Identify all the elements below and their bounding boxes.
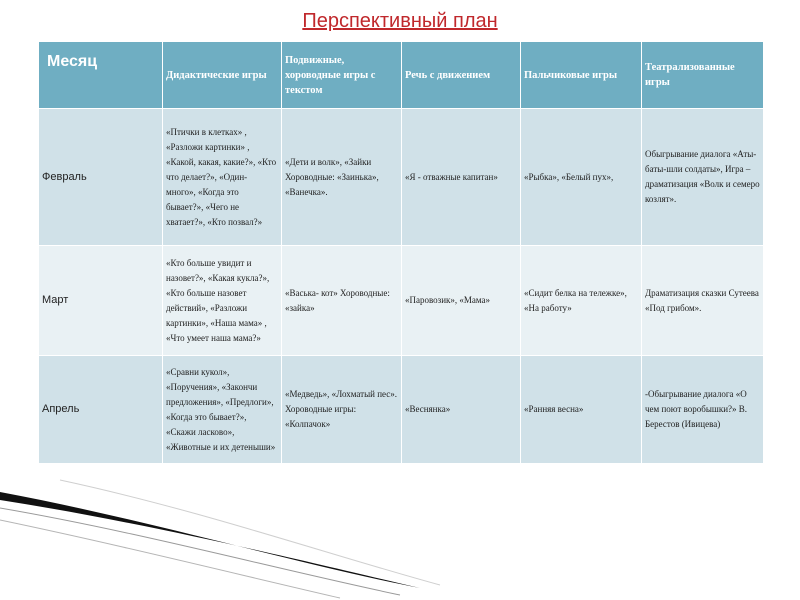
table-row	[39, 246, 764, 356]
cell-finger: «Рыбка», «Белый пух»,	[521, 109, 642, 246]
cell-finger: «Сидит белка на тележке», «На работу»	[521, 246, 642, 356]
table-row	[39, 109, 764, 246]
page-title	[0, 10, 800, 33]
swoosh-line-1	[0, 508, 400, 595]
cell-speech: «Я - отважные капитан»	[402, 109, 521, 246]
header-mobile: Подвижные, хороводные игры с текстом	[282, 42, 402, 109]
table-row	[39, 356, 764, 464]
cell-month: Март	[39, 246, 163, 356]
header-finger: Пальчиковые игры	[521, 42, 642, 109]
decorative-swoosh	[0, 470, 800, 600]
cell-theatre: Обыгрывание диалога «Аты-баты-шли солдаты», Игра – драматизация «Волк и семеро козлят».	[642, 109, 764, 246]
header-speech: Речь с движением	[402, 42, 521, 109]
swoosh-line-3	[60, 480, 440, 585]
header-didactic: Дидактические игры	[163, 42, 282, 109]
cell-didactic: «Сравни кукол», «Поручения», «Закончи предложения», «Предлоги», «Когда это бывает?», «Скажи ласково», «Животные и их детеныши»	[163, 356, 282, 464]
page-title-text: Перспективный план	[302, 10, 498, 32]
cell-mobile: «Медведь», «Лохматый пес». Хороводные игры: «Колпачок»	[282, 356, 402, 464]
cell-theatre: Драматизация сказки Сутеева «Под грибом».	[642, 246, 764, 356]
cell-mobile: «Васька- кот» Хороводные: «зайка»	[282, 246, 402, 356]
cell-mobile: «Дети и волк», «Зайки Хороводные: «Заинька», «Ванечка».	[282, 109, 402, 246]
cell-speech: «Паровозик», «Мама»	[402, 246, 521, 356]
cell-didactic: «Кто больше увидит и назовет?», «Какая кукла?», «Кто больше назовет действий», «Разложи картинки», «Наша мама» , «Что умеет наша мама?»	[163, 246, 282, 356]
header-theatre: Театрализованные игры	[642, 42, 764, 109]
cell-theatre: -Обыгрывание диалога «О чем поют воробышки?» В. Берестов (Ивицева)	[642, 356, 764, 464]
swoosh-line-2	[0, 520, 340, 598]
swoosh-dark	[0, 492, 420, 588]
cell-speech: «Веснянка»	[402, 356, 521, 464]
cell-finger: «Ранняя весна»	[521, 356, 642, 464]
plan-table	[38, 41, 764, 464]
cell-month: Апрель	[39, 356, 163, 464]
header-row	[39, 42, 764, 109]
cell-didactic: «Птички в клетках» , «Разложи картинки» , «Какой, какая, какие?», «Кто что делает?», «Один- много», «Когда это бывает?», «Чего не хватает?», «Кто позвал?»	[163, 109, 282, 246]
cell-month: Февраль	[39, 109, 163, 246]
header-month: Месяц	[39, 42, 163, 109]
